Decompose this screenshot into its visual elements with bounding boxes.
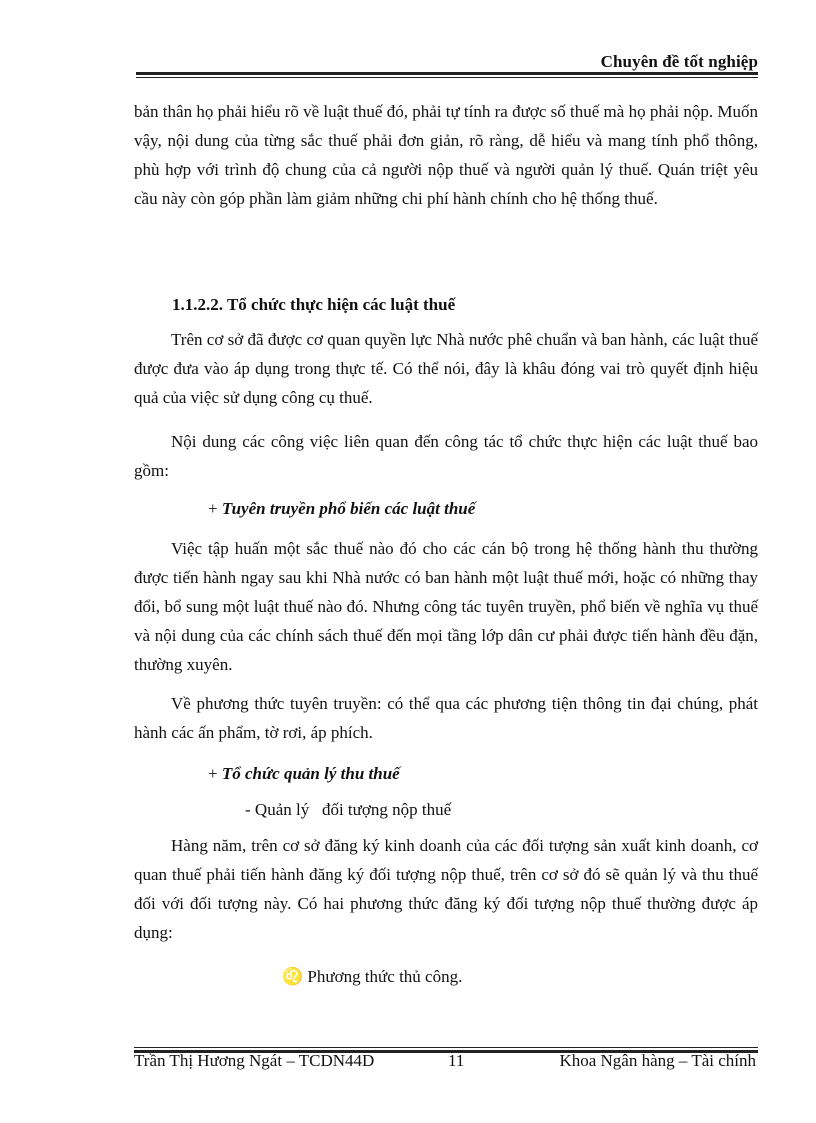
paragraph-annual: Hàng năm, trên cơ sở đăng ký kinh doanh của các đối tượng sản xuất kinh doanh, cơ quan thuế phải tiến hành đăng ký đối tượng nộp thuế, trên cơ sở đó sẽ quản lý và thu thuế đối với đối tượng này. Có hai phương thức đăng ký đối tượng nộp thuế thường được áp dụng: — [134, 836, 758, 942]
header-rule-thick — [136, 72, 758, 75]
footer-author: Trần Thị Hương Ngát – TCDN44D — [134, 1051, 375, 1070]
paragraph-content: Nội dung các công việc liên quan đến công tác tổ chức thực hiện các luật thuế bao gồm: — [134, 432, 758, 480]
footer-faculty: Khoa Ngân hàng – Tài chính — [559, 1051, 756, 1070]
subheading-management-text: Tổ chức quản lý thu thuế — [221, 764, 400, 783]
paragraph-training: Việc tập huấn một sắc thuế nào đó cho các cán bộ trong hệ thống hành thu thường được tiến hành ngay sau khi Nhà nước có ban hành một luật thuế mới, hoặc có những thay đổi, bổ sung một luật thuế nào đó. Nhưng công tác tuyên truyền, phổ biến về nghĩa vụ thuế và nội dung của các chính sách thuế đến mọi tầng lớp dân cư phải được tiến hành đều đặn, thường xuyên. — [134, 539, 758, 674]
paragraph-intro: bản thân họ phải hiểu rõ về luật thuế đó, phải tự tính ra được số thuế mà họ phải nộp. Muốn vậy, nội dung của từng sắc thuế phải đơn giản, rõ ràng, dễ hiểu và mang tính phổ thông, phù hợp với trình độ chung của cả người nộp thuế và người quản lý thuế. Quán triệt yêu cầu này còn góp phần làm giảm những chi phí hành chính cho hệ thống thuế. — [134, 102, 758, 208]
footer-rule-thin — [134, 1047, 758, 1048]
paragraph-basis: Trên cơ sở đã được cơ quan quyền lực Nhà nước phê chuẩn và ban hành, các luật thuế được đưa vào áp dụng trong thực tế. Có thể nói, đây là khâu đóng vai trò quyết định hiệu quả của việc sử dụng công cụ thuế. — [134, 330, 758, 407]
bullet-symbol-icon: ♌ — [282, 967, 304, 986]
subheading-management — [208, 759, 400, 788]
subheading-prefix: + — [208, 499, 222, 518]
paragraph-methods: Về phương thức tuyên truyền: có thể qua các phương tiện thông tin đại chúng, phát hành các ấn phẩm, tờ rơi, áp phích. — [134, 694, 758, 742]
subheading-propaganda-text: Tuyên truyền phổ biến các luật thuế — [221, 499, 476, 518]
subheading-prefix: + — [208, 764, 222, 783]
subheading-propaganda — [208, 494, 475, 523]
footer-page-number: 11 — [448, 1051, 465, 1070]
header-rule-thin — [136, 77, 758, 78]
bullet-manual-method — [282, 962, 462, 991]
header-title: Chuyên đề tốt nghiệp — [600, 52, 758, 71]
item-manage-taxpayers: - Quản lý đối tượng nộp thuế — [245, 800, 452, 819]
section-heading-1-1-2-2: 1.1.2.2. Tổ chức thực hiện các luật thuế — [172, 295, 456, 314]
bullet-manual-text: Phương thức thủ công. — [307, 967, 463, 986]
